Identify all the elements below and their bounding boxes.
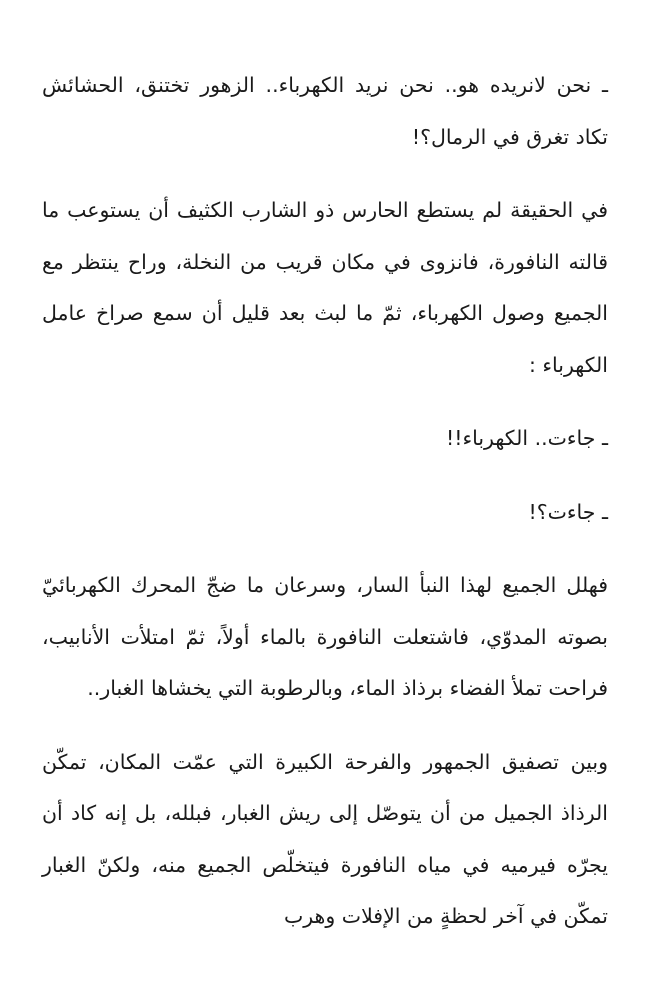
story-page — [42, 60, 608, 965]
paragraph-spray: وبين تصفيق الجمهور والفرحة الكبيرة التي عمّت المكان، تمكّن الرذاذ الجميل من أن يتوصّل إلى ريش الغبار، فبلله، بل إنه كاد أن يجرّه فيرميه في مياه النافورة فيتخلّص الجميع منه، ولكنّ الغبار تمكّن في آخر لحظةٍ من الإفلات وهرب — [42, 749, 608, 928]
paragraph-demand: ـ نحن لانريده هو.. نحن نريد الكهرباء.. الزهور تختنق، الحشائش تكاد تغرق في الرمال؟! — [42, 73, 608, 149]
paragraph-celebration: فهلل الجميع لهذا النبأ السار، وسرعان ما ضجّ المحرك الكهربائيّ بصوته المدوّي، فاشتعلت النافورة بالماء أولاً، ثمّ امتلأت الأنابيب، فراحت تملأ الفضاء برذاذ الماء، وبالرطوبة التي يخشاها الغبار.. — [42, 573, 608, 700]
paragraph-guard: في الحقيقة لم يستطع الحارس ذو الشارب الكثيف أن يستوعب ما قالته النافورة، فانزوى في مكان قريب من النخلة، وراح ينتظر مع الجميع وصول الكهرباء، ثمّ ما لبث بعد قليل أن سمع صراخ عامل الكهرباء : — [42, 198, 608, 377]
dialog-line-question: ـ جاءت؟! — [528, 499, 608, 524]
dialog-line-arrived: ـ جاءت.. الكهرباء!! — [446, 426, 608, 450]
